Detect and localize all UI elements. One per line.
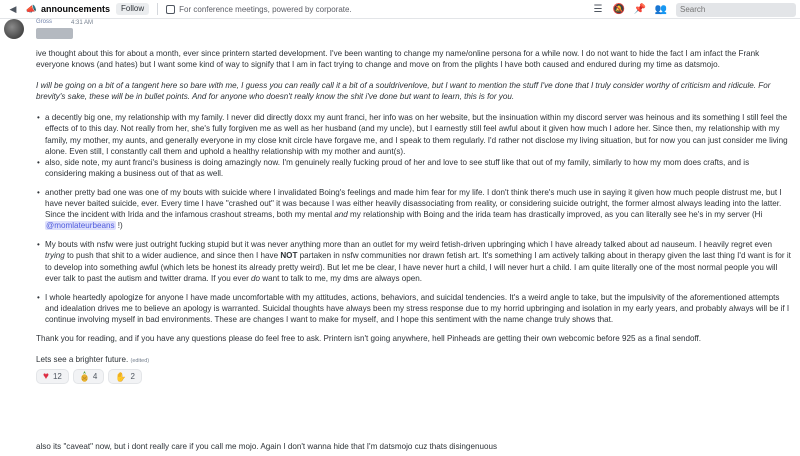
reaction-count: 2 [130, 372, 135, 382]
avatar[interactable] [4, 19, 24, 39]
follow-button[interactable]: Follow [116, 3, 149, 15]
header-toolbar [592, 0, 800, 19]
author-name[interactable]: Gross [36, 19, 53, 25]
member-list-icon[interactable]: 👥 [654, 4, 668, 15]
pineapple-icon [80, 371, 89, 382]
mute-bell-icon[interactable]: 🔕 [612, 4, 626, 15]
user-mention[interactable]: @momlateurbeans [46, 221, 115, 231]
announcement-channel-icon: 📣 [25, 3, 38, 14]
list-item: • also, side note, my aunt franci's business is doing amazingly now. I'm genuinely really fucking proud of her and love to see stuff like that out of my family, similarly to how my mom does crafts, and is considering making a business out of that as well. [36, 157, 792, 179]
message-paragraph: Thank you for reading, and if you have any questions please do feel free to ask. Printern isn't going anywhere, hell Pinheads are getting their own webcomic before 925 as a final sendoff. [36, 333, 702, 343]
pin-icon[interactable]: 📌 [633, 4, 647, 15]
list-item: • My bouts with nsfw were just outright fucking stupid but it was never anything more than an outlet for my weird fetish-driven upbringing which I have already talked about ad nauseum. I heavily regret even trying to push that shit to a wider audience, and since then I have NOT partaken in nsfw communities nor drawn fetish art. It's something I am actively talking about in therapy given the last thing I'd want is for it to develop into something awful (which lets be honest its already pretty weird). But let me be clear, I have never hurt a child, I will never hurt a child. I am quite literally one of the most normal people you will ever talk to past the autism and twitter drama. If you ever do want to talk to me, my dms are always open. [36, 239, 792, 283]
message-paragraph: ive thought about this for about a month, ever since printern started development. I've been wanting to change my name/online persona for a while now. I do not want to hide the fact I am infact the Frank everyone knows (and hates) but I want some kind of way to signify that I am in fact trying to change and move on from the plights I have both caused and endured during my time as datsmojo. [36, 49, 760, 70]
search-input[interactable] [676, 3, 796, 17]
redacted-block [36, 28, 73, 39]
bullet-list [36, 292, 792, 325]
list-item: • another pretty bad one was one of my bouts with suicide where I invalidated Boing's feelings and made him fear for my life. I don't think there's much use in saying it given how much people distrust me, but I have never baited suicide, ever. Every time I have "crashed out" it was because I was either heavily disassociating from reality, or considering suicide outright, the former almost always leading into the latter. Since the incident with Irida and the infamous crashout streams, both my mental and my relationship with Boing and the irida team has drastically improved, as you can literally see he's in my server (Hi @momlateurbeans !) [36, 187, 792, 231]
reaction-pineapple[interactable] [73, 369, 104, 384]
header-divider [157, 3, 158, 15]
heart-icon: ♥ [43, 370, 49, 382]
bullet-list [36, 239, 792, 283]
message-timestamp: 4:31 AM [71, 20, 94, 26]
channel-topic[interactable]: For conference meetings, powered by corporate. [179, 4, 352, 14]
bullet-list [36, 112, 792, 179]
reaction-raised-hands[interactable] [108, 369, 142, 384]
reaction-count: 12 [52, 372, 62, 382]
next-message: also its "caveat" now, but i dont really care if you call me mojo. Again I don't wanna hide that I'm datsmojo cuz thats disingenuous [36, 442, 497, 451]
reaction-heart[interactable] [36, 369, 69, 384]
message-paragraph: Lets see a brighter future. (edited) [36, 355, 150, 365]
threads-icon[interactable]: ☰ [593, 4, 603, 15]
channel-header [0, 0, 800, 19]
topic-icon [166, 5, 175, 14]
edited-label: (edited) [130, 358, 150, 365]
message-content [36, 48, 792, 384]
channel-name: announcements [41, 4, 111, 14]
reaction-count: 4 [92, 372, 98, 382]
list-item: • I whole heartedly apologize for anyone I have made uncomfortable with my attitudes, actions, behaviors, and suicidal tendencies. It's a weird angle to take, but the impulsivity of the aforementioned attempts and idealation drives me to believe an apology is warranted. Suicidal thoughts have always been my stress response due to my horrid upbringing and isolation in my early years, and probably always will be if I continue involving myself in bad environments. These are changes I want to make for myself, and I hope this sentiment with the name change truly shows that. [36, 292, 792, 325]
list-item: • a decently big one, my relationship with my family. I never did directly doxx my aunt franci, her info was on her website, but the insinuation within my discord server was heinous and its something I still feel the effects of to this day. Not really from her, she's fully forgiven me as well as her husband (and my uncle), but I earnestly still feel awful about it given how much I adore her. Since then, my relationship with my family, my mother, my aunts, and generally everyone in my close knit circle have forgave me, and I speak to them regularly. I'd rather not disclose my living situation, but for now you can just consider me living alone. Even still, I constantly call them and uphold a healthy relationship with my mother and aunt(s). [36, 112, 792, 156]
message-paragraph: I will be going on a bit of a tangent here so bare with me, I guess you can really call it a bit of a souldrivenlove, but I want to mention the stuff I've done that I truly consider worthy of criticism and ridicule. For brevity's sake, these will be in bullet points. And for anyone who doesn't really know the shit i've done but want to learn, this is for you. [36, 81, 771, 102]
reaction-bar [36, 369, 792, 384]
raised-hands-icon: ✋ [115, 371, 127, 382]
sidebar-toggle-icon[interactable]: ◀ [9, 3, 17, 14]
bullet-list [36, 187, 792, 231]
